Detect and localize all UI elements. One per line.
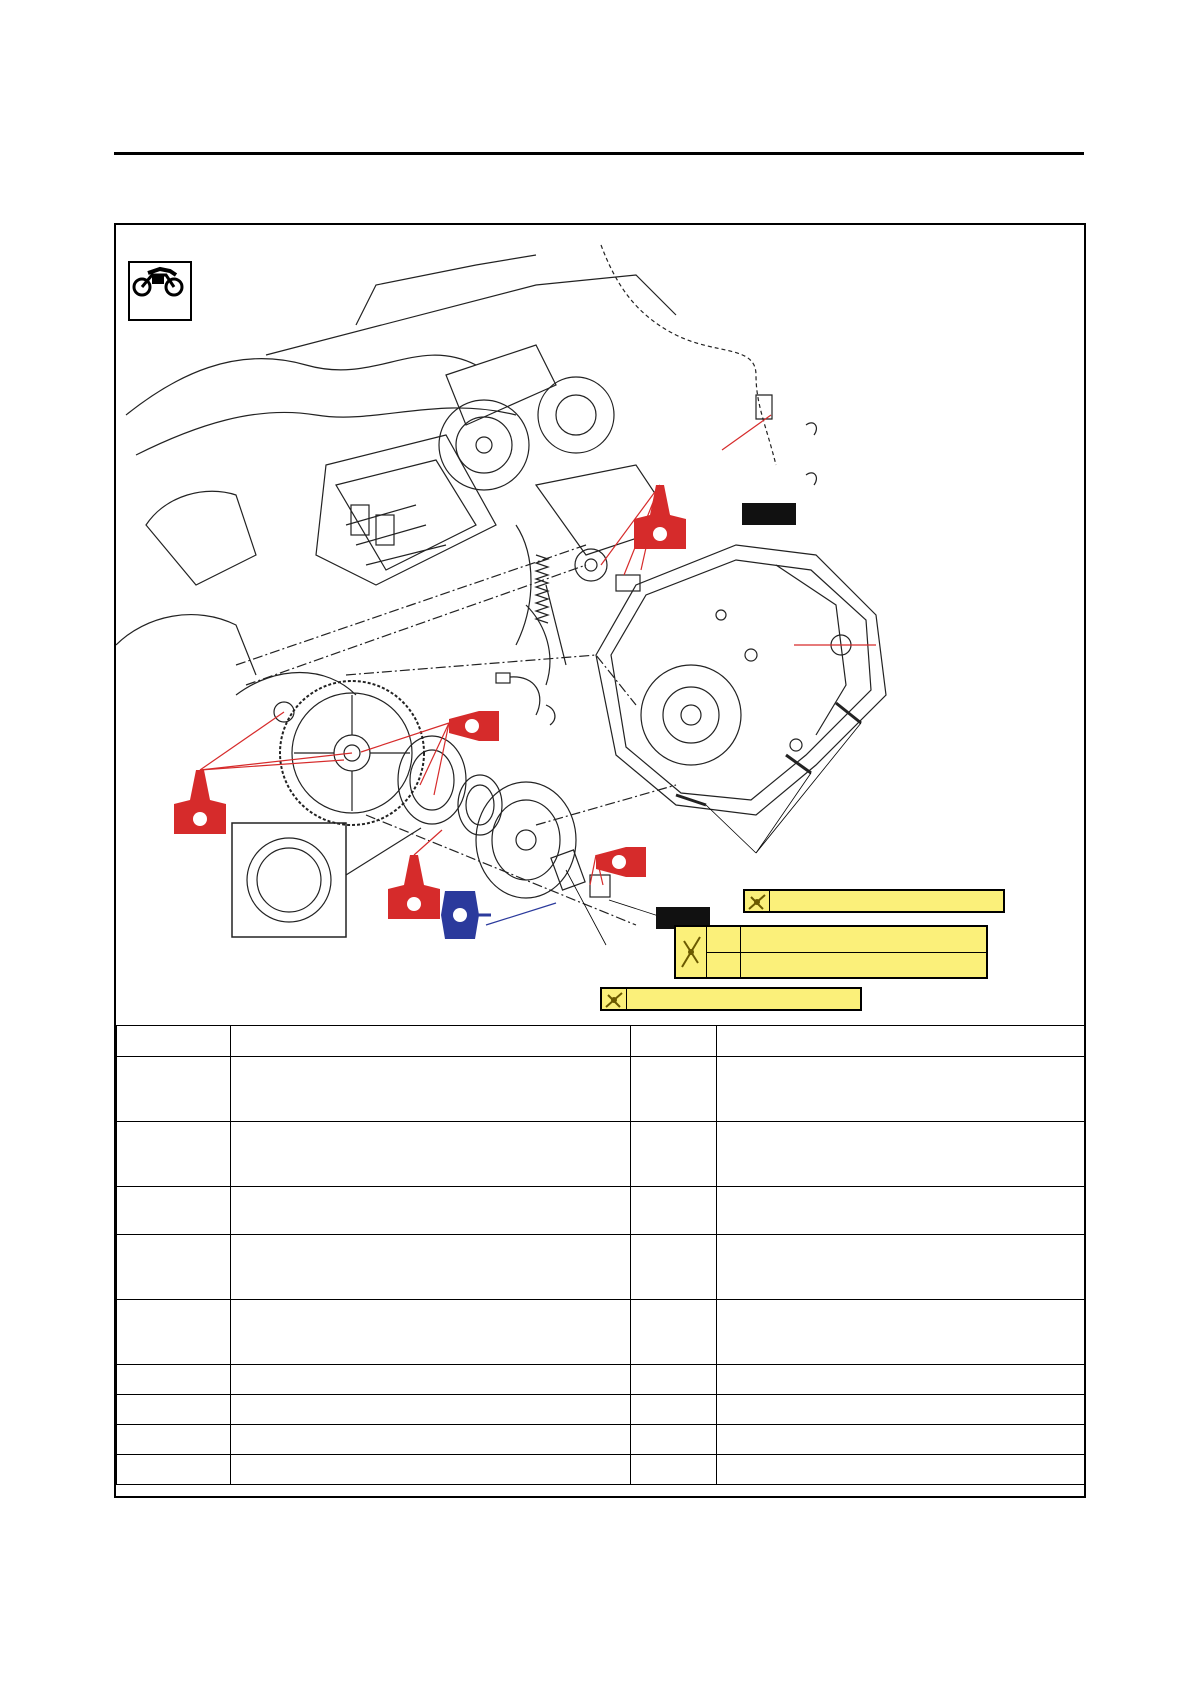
table-row: [117, 1122, 1085, 1187]
table-cell: [117, 1122, 231, 1187]
table-cell: [717, 1300, 1085, 1365]
table-cell: [231, 1300, 631, 1365]
torque-box-cover-bolts: [743, 889, 1005, 913]
table-cell: [717, 1122, 1085, 1187]
header-cell: [231, 1026, 631, 1057]
table-row: [117, 1187, 1085, 1235]
torque-wrench-icon: [602, 989, 627, 1009]
motorcycle-badge: [128, 261, 192, 321]
table-cell: [231, 1395, 631, 1425]
torque-box-bolt: [600, 987, 862, 1011]
table-cell: [717, 1395, 1085, 1425]
lubricant-icon: [596, 847, 646, 877]
torque-box-nut: [674, 925, 988, 979]
lubricant-icon: [174, 770, 226, 834]
header-cell: [717, 1026, 1085, 1057]
table-cell: [117, 1395, 231, 1425]
table-cell: [231, 1425, 631, 1455]
table-cell: [631, 1455, 717, 1485]
table-cell: [117, 1425, 231, 1455]
parts-table: [116, 1025, 1085, 1485]
table-cell: [231, 1365, 631, 1395]
table-cell: [231, 1187, 631, 1235]
motorcycle-icon: [130, 263, 186, 297]
header-cell: [631, 1026, 717, 1057]
lubricant-icon: [634, 485, 686, 549]
table-row: [117, 1235, 1085, 1300]
table-cell: [631, 1365, 717, 1395]
table-cell: [631, 1187, 717, 1235]
table-header-row: [117, 1026, 1085, 1057]
table-cell: [717, 1187, 1085, 1235]
exploded-diagram: [116, 225, 1084, 1025]
table-cell: [117, 1235, 231, 1300]
table-cell: [117, 1057, 231, 1122]
table-row: [117, 1425, 1085, 1455]
table-cell: [717, 1365, 1085, 1395]
header-cell: [117, 1026, 231, 1057]
table-row: [117, 1365, 1085, 1395]
lubricant-icon: [449, 711, 499, 741]
table-cell: [717, 1425, 1085, 1455]
table-cell: [631, 1395, 717, 1425]
table-row: [117, 1395, 1085, 1425]
table-row: [117, 1300, 1085, 1365]
table-row: [117, 1057, 1085, 1122]
table-cell: [631, 1425, 717, 1455]
table-cell: [231, 1235, 631, 1300]
lubricant-icon: [388, 855, 440, 919]
table-cell: [631, 1300, 717, 1365]
table-cell: [717, 1455, 1085, 1485]
table-cell: [631, 1235, 717, 1300]
table-cell: [231, 1122, 631, 1187]
table-cell: [117, 1365, 231, 1395]
table-cell: [717, 1057, 1085, 1122]
procedure-frame: [114, 223, 1086, 1498]
label-tag-upper: [742, 503, 796, 525]
table-cell: [117, 1300, 231, 1365]
locking-agent-icon: [441, 891, 491, 939]
torque-wrench-icon: [676, 927, 707, 977]
header-rule: [114, 152, 1084, 155]
table-cell: [631, 1122, 717, 1187]
table-cell: [117, 1187, 231, 1235]
table-cell: [117, 1455, 231, 1485]
table-cell: [717, 1235, 1085, 1300]
table-cell: [231, 1455, 631, 1485]
torque-wrench-icon: [745, 891, 770, 911]
table-cell: [231, 1057, 631, 1122]
table-row: [117, 1455, 1085, 1485]
table-cell: [631, 1057, 717, 1122]
